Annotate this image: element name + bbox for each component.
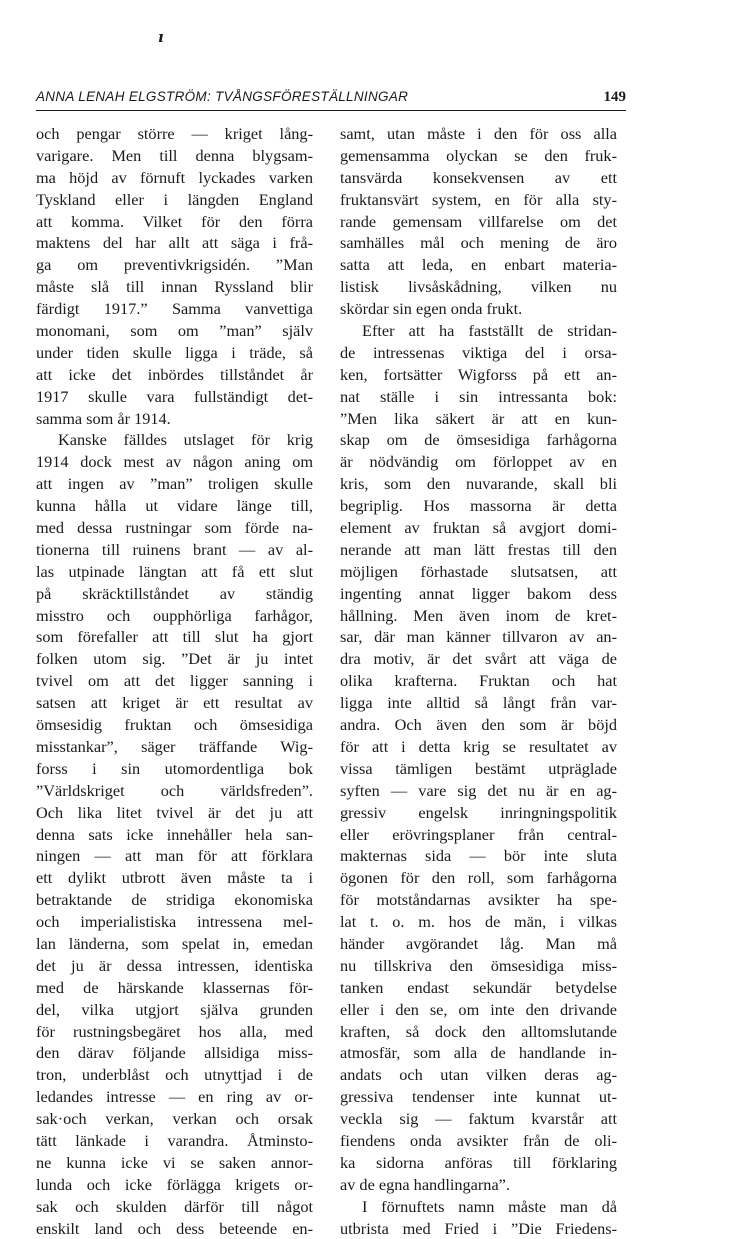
text-line: dra motiv, är det svårt att väga de	[340, 649, 617, 669]
text-line: samt, utan måste i den för oss alla	[340, 124, 617, 143]
text-line: ingenting annat ligger bakom dess	[340, 583, 617, 603]
text-line: Kanske fälldes utslaget för krig	[58, 430, 313, 450]
text-line: ett dylikt utbrott även måste ta i	[36, 868, 313, 888]
text-line: ögonen för den roll, som farhågorna	[340, 868, 617, 888]
text-line: tvivel om att det ligger sanning i	[36, 671, 313, 691]
text-line: del, vilka utgjort själva grunden	[36, 999, 313, 1019]
text-line: 1917 skulle vara fullständigt det-	[36, 386, 313, 406]
text-line: fruktansvärt system, en för alla sty-	[340, 189, 617, 209]
text-line: vissa tämligen bestämt utpräglade	[340, 758, 617, 778]
text-line: ningen — att man för att förklara	[36, 846, 313, 866]
text-line: den därav följande allsidiga miss-	[36, 1043, 313, 1063]
text-line: för rustningsbegäret hos alla, med	[36, 1021, 313, 1041]
text-line: möjligen förhastade slutsatsen, att	[340, 561, 617, 581]
text-line: nu tillskriva den ömsesidiga miss-	[340, 955, 617, 975]
text-line: skap om de ömsesidiga farhågorna	[340, 430, 617, 450]
text-line: misstankar”, säger träffande Wig-	[36, 736, 313, 756]
text-line: I förnuftets namn måste man då	[362, 1196, 617, 1216]
page-number: 149	[603, 89, 626, 105]
text-line: lunda och icke förlägga krigets or-	[36, 1174, 313, 1194]
text-line: nat ställe i sin intressanta bok:	[340, 386, 617, 406]
text-line: tionerna till ruinens brant — av al-	[36, 539, 313, 559]
running-title: ANNA LENAH ELGSTRÖM: TVÅNGSFÖRESTÄLLNINGAR	[36, 89, 409, 104]
text-line: enskilt land och dess beteende en-	[36, 1218, 313, 1238]
text-line: det ju är dessa intressen, identiska	[36, 955, 313, 975]
text-line: varigare. Men till denna blygsam-	[36, 145, 313, 165]
text-line: tansvärda konsekvensen av ett	[340, 167, 617, 187]
text-line: Tyskland eller i längden England	[36, 189, 313, 209]
text-line: eller erövringsplaner från central-	[340, 824, 617, 844]
stray-mark: ı	[158, 28, 164, 46]
text-line: ligga inte alltid så långt från var-	[340, 693, 617, 713]
text-line: utbrista med Fried i ”Die Friedens-	[340, 1218, 617, 1238]
text-line: att icke det inbördes tillståndet år	[36, 364, 313, 384]
text-line: andra. Och även den som är böjd	[340, 715, 617, 735]
text-line: och pengar större — kriget lång-	[36, 124, 313, 143]
text-line: tron, underblåst och utnyttjad i de	[36, 1065, 313, 1085]
text-line: med de härskande klassernas för-	[36, 977, 313, 997]
text-line: rande gemensam villfarelse om det	[340, 211, 617, 231]
text-line: på skräcktillståndet av ständig	[36, 583, 313, 603]
text-line: ”Världskriget och världsfreden”.	[36, 780, 313, 800]
text-line: syften — vare sig det nu är en ag-	[340, 780, 617, 800]
text-line: kraften, så dock den alltomslutande	[340, 1021, 617, 1041]
text-line: forss i sin utomordentliga bok	[36, 758, 313, 778]
text-line: olika krafterna. Fruktan och hat	[340, 671, 617, 691]
text-line: fiendens onda avsikter från de oli-	[340, 1130, 617, 1150]
text-line: för motståndarnas avsikter ha spe-	[340, 890, 617, 910]
text-line: maktens del har allt att säga i frå-	[36, 233, 313, 253]
header-rule	[36, 110, 626, 111]
text-line: ka sidorna anföras till förklaring	[340, 1152, 617, 1172]
text-line: satta att leda, en enbart materia-	[340, 255, 617, 275]
text-line: ga om preventivkrigsidén. ”Man	[36, 255, 313, 275]
text-line: de intressenas viktiga del i orsa-	[340, 342, 617, 362]
text-line: andats och utan vilken deras ag-	[340, 1065, 617, 1085]
text-line: händer avgörandet låg. Man må	[340, 933, 617, 953]
text-line: ken, fortsätter Wigforss på ett an-	[340, 364, 617, 384]
running-head	[36, 89, 626, 111]
left-column	[36, 123, 313, 1239]
text-line: nerande att man lätt frestas till den	[340, 539, 617, 559]
text-line: element av fruktan så avgjort domi-	[340, 518, 617, 538]
text-line: listisk livsåskådning, vilken nu	[340, 277, 617, 297]
text-line: las utpinade längtan att få ett slut	[36, 561, 313, 581]
text-line: Och lika litet tvivel är det ju att	[36, 802, 313, 822]
text-line: skördar sin egen onda frukt.	[340, 299, 523, 319]
text-line: sak och skulden därför till något	[36, 1196, 313, 1216]
text-line: monomani, som om ”man” själv	[36, 321, 313, 341]
text-line: kris, som den nuvarande, skall bli	[340, 474, 617, 494]
text-line: att ingen av ”man” troligen skulle	[36, 474, 313, 494]
text-line: sar, där man känner tillvaron av an-	[340, 627, 617, 647]
text-line: ömsesidig fruktan och ömsesidiga	[36, 715, 313, 735]
text-line: ”Men lika säkert är att en kun-	[340, 408, 617, 428]
text-line: under tiden skulle ligga i träde, så	[36, 342, 313, 362]
text-line: för att i detta krig se resultatet av	[340, 736, 617, 756]
text-line: av de egna handlingarna”.	[340, 1174, 510, 1194]
text-line: samhälles mål och mening de äro	[340, 233, 617, 253]
text-line: måste slå till innan Ryssland blir	[36, 277, 313, 297]
text-line: eller i den se, om inte den drivande	[340, 999, 617, 1019]
text-line: denna sats icke innehåller hela san-	[36, 824, 313, 844]
text-line: tätt länkade i varandra. Åtminsto-	[36, 1130, 313, 1150]
right-column	[340, 123, 617, 1239]
text-line: som förefaller att till slut ha gjort	[36, 627, 313, 647]
text-line: hållning. Men även inom de kret-	[340, 605, 617, 625]
text-line: och imperialistiska intressena mel-	[36, 912, 313, 932]
text-line: ne kunna icke vi se saken annor-	[36, 1152, 313, 1172]
text-line: misstro och oupphörliga farhågor,	[36, 605, 313, 625]
text-line: färdigt 1917.” Samma vanvettiga	[36, 299, 313, 319]
text-line: folken utom sig. ”Det är ju intet	[36, 649, 313, 669]
text-line: begriplig. Hos massorna är detta	[340, 496, 617, 516]
text-line: tanken endast sekundär betydelse	[340, 977, 617, 997]
text-line: kunna hålla ut vidare länge till,	[36, 496, 313, 516]
text-line: makternas sida — bör inte sluta	[340, 846, 617, 866]
text-line: ledandes intresse — en ring av or-	[36, 1087, 313, 1107]
text-line: satsen att kriget är ett resultat av	[36, 693, 313, 713]
text-line: 1914 dock mest av någon aning om	[36, 452, 313, 472]
text-line: Efter att ha fastställt de stridan-	[362, 321, 617, 341]
text-line: med dessa rustningar som förde na-	[36, 518, 313, 538]
text-line: gemensamma olyckan se den fruk-	[340, 145, 617, 165]
text-line: veckla sig — faktum kvarstår att	[340, 1109, 617, 1129]
text-line: gressiv engelsk inringningspolitik	[340, 802, 617, 822]
text-line: att komma. Vilket för den förra	[36, 211, 313, 231]
text-line: ma höjd av förnuft lyckades varken	[36, 167, 313, 187]
text-line: samma som år 1914.	[36, 408, 171, 428]
text-line: är nödvändig om förloppet av en	[340, 452, 617, 472]
text-line: lat t. o. m. hos de män, i vilkas	[340, 912, 617, 932]
text-line: betraktande de stridiga ekonomiska	[36, 890, 313, 910]
text-line: sak·och verkan, verkan och orsak	[36, 1109, 313, 1129]
text-line: gressiva tendenser inte kunnat ut-	[340, 1087, 617, 1107]
text-line: atmosfär, som alla de handlande in-	[340, 1043, 617, 1063]
text-line: lan länderna, som spelat in, emedan	[36, 933, 313, 953]
